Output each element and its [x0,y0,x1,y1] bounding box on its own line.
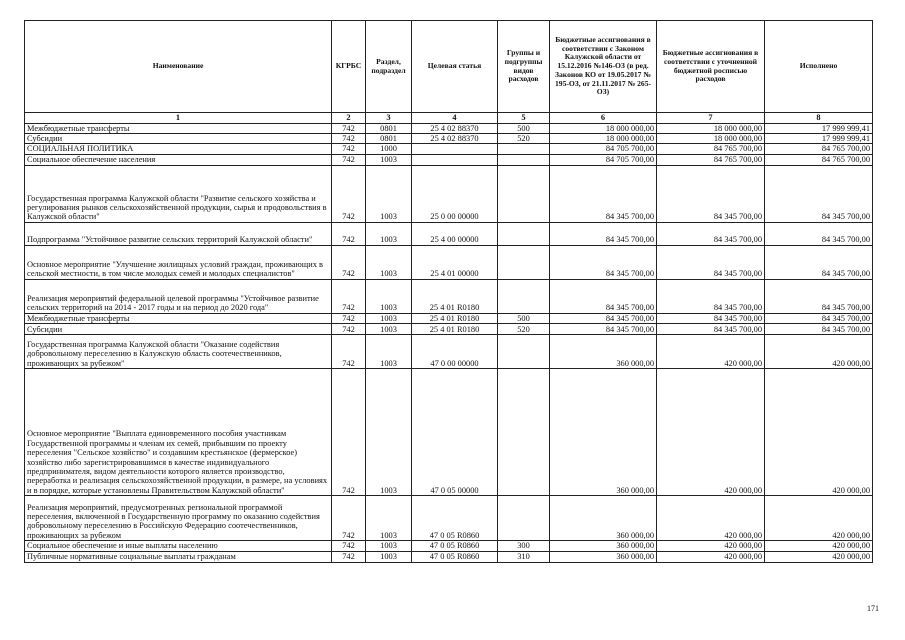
cell-target: 47 0 05 00000 [412,369,498,496]
cell-section: 1003 [366,369,412,496]
cell-revised-amount: 84 345 700,00 [657,313,765,323]
column-number: 1 [25,113,332,124]
table-row [25,496,873,541]
column-number: 6 [550,113,657,124]
cell-law-amount: 360 000,00 [550,369,657,496]
cell-revised-amount: 84 765 700,00 [657,154,765,165]
cell-section: 1003 [366,496,412,541]
cell-target: 47 0 05 R0860 [412,541,498,551]
column-number: 5 [498,113,550,124]
cell-section: 1000 [366,144,412,154]
cell-group [498,369,550,496]
table-body [25,123,873,562]
cell-section: 1003 [366,313,412,323]
cell-group [498,245,550,279]
cell-kgrbs: 742 [332,154,366,165]
cell-group [498,154,550,165]
cell-kgrbs: 742 [332,313,366,323]
cell-kgrbs: 742 [332,222,366,245]
cell-group: 500 [498,123,550,133]
cell-target: 25 4 01 R0180 [412,324,498,335]
cell-section: 1003 [366,551,412,562]
table-row [25,313,873,323]
cell-group [498,279,550,313]
cell-revised-amount: 84 345 700,00 [657,165,765,222]
cell-executed-amount: 84 345 700,00 [765,165,873,222]
cell-name: Основное мероприятие "Улучшение жилищных условий граждан, проживающих в сельской местности, в том числе молодых семей и молодых специалистов" [25,245,332,279]
cell-law-amount: 84 345 700,00 [550,279,657,313]
cell-name: Основное мероприятие "Выплата единовременного пособия участникам Государственной программы и членам их семей, прибывшим по проекту переселения "Сельское хозяйство" и создавшим крестьянское (фермерское) хозяйство либо зарегистрировавшимся в качестве индивидуального предпринимателя, видом деятельности которого является производство, переработка и реализация сельскохозяйственной продукции, в размере, на условиях и в порядке, которые установлены Правительством Калужской области" [25,369,332,496]
cell-law-amount: 84 345 700,00 [550,313,657,323]
cell-executed-amount: 84 345 700,00 [765,222,873,245]
cell-executed-amount: 420 000,00 [765,551,873,562]
cell-revised-amount: 84 345 700,00 [657,324,765,335]
table-row [25,222,873,245]
cell-name: Реализация мероприятий, предусмотренных региональной программой переселения, включенной в Государственную программу по оказанию содействия добровольному переселению в Российскую Федерацию соотечественников, проживающих за рубежом [25,496,332,541]
cell-target: 25 0 00 00000 [412,165,498,222]
cell-law-amount: 360 000,00 [550,496,657,541]
cell-law-amount: 18 000 000,00 [550,123,657,133]
cell-group [498,222,550,245]
cell-kgrbs: 742 [332,541,366,551]
cell-name: Социальное обеспечение и иные выплаты населению [25,541,332,551]
cell-revised-amount: 84 765 700,00 [657,144,765,154]
cell-group [498,335,550,369]
table-row [25,324,873,335]
cell-section: 1003 [366,335,412,369]
cell-target: 25 4 01 00000 [412,245,498,279]
table-row [25,279,873,313]
cell-executed-amount: 17 999 999,41 [765,123,873,133]
cell-executed-amount: 420 000,00 [765,541,873,551]
cell-executed-amount: 84 345 700,00 [765,279,873,313]
cell-name: Публичные нормативные социальные выплаты гражданам [25,551,332,562]
cell-name: Субсидии [25,134,332,144]
column-number-row [25,113,873,124]
cell-section: 1003 [366,324,412,335]
cell-name: Подпрограмма "Устойчивое развитие сельских территорий Калужской области" [25,222,332,245]
cell-law-amount: 84 345 700,00 [550,165,657,222]
cell-executed-amount: 17 999 999,41 [765,134,873,144]
cell-section: 0801 [366,123,412,133]
cell-revised-amount: 420 000,00 [657,335,765,369]
header-name: Наименование [25,21,332,113]
cell-section: 1003 [366,279,412,313]
table-row [25,154,873,165]
cell-kgrbs: 742 [332,335,366,369]
column-number: 2 [332,113,366,124]
cell-target [412,144,498,154]
cell-group: 520 [498,134,550,144]
cell-executed-amount: 420 000,00 [765,369,873,496]
cell-executed-amount: 420 000,00 [765,496,873,541]
table-row [25,541,873,551]
column-number: 3 [366,113,412,124]
cell-executed-amount: 84 345 700,00 [765,245,873,279]
cell-revised-amount: 84 345 700,00 [657,245,765,279]
cell-section: 1003 [366,245,412,279]
cell-target [412,154,498,165]
table-row [25,144,873,154]
cell-kgrbs: 742 [332,165,366,222]
cell-name: Социальное обеспечение населения [25,154,332,165]
cell-name: Государственная программа Калужской области "Развитие сельского хозяйства и регулирования рынков сельскохозяйственной продукции, сырья и продовольствия в Калужской области" [25,165,332,222]
cell-kgrbs: 742 [332,324,366,335]
header-target: Целевая статья [412,21,498,113]
table-row [25,123,873,133]
budget-table [24,20,873,563]
table-row [25,165,873,222]
header-section: Раздел, подраздел [366,21,412,113]
cell-name: Реализация мероприятий федеральной целевой программы "Устойчивое развитие сельских территорий на 2014 - 2017 годы и на период до 2020 года" [25,279,332,313]
cell-executed-amount: 84 765 700,00 [765,154,873,165]
cell-revised-amount: 420 000,00 [657,369,765,496]
table-row [25,551,873,562]
cell-executed-amount: 84 345 700,00 [765,313,873,323]
cell-revised-amount: 420 000,00 [657,496,765,541]
cell-law-amount: 360 000,00 [550,541,657,551]
cell-revised-amount: 420 000,00 [657,551,765,562]
cell-section: 1003 [366,165,412,222]
cell-executed-amount: 420 000,00 [765,335,873,369]
cell-group: 300 [498,541,550,551]
column-number: 7 [657,113,765,124]
cell-revised-amount: 420 000,00 [657,541,765,551]
header-revised: Бюджетные ассигнования в соответствии с уточненной бюджетной росписью расходов [657,21,765,113]
cell-kgrbs: 742 [332,144,366,154]
cell-kgrbs: 742 [332,279,366,313]
table-row [25,369,873,496]
cell-law-amount: 18 000 000,00 [550,134,657,144]
cell-law-amount: 84 345 700,00 [550,245,657,279]
cell-kgrbs: 742 [332,123,366,133]
cell-law-amount: 84 345 700,00 [550,324,657,335]
cell-law-amount: 360 000,00 [550,335,657,369]
table-row [25,335,873,369]
cell-kgrbs: 742 [332,245,366,279]
cell-law-amount: 360 000,00 [550,551,657,562]
cell-law-amount: 84 705 700,00 [550,144,657,154]
header-row [25,21,873,113]
cell-revised-amount: 18 000 000,00 [657,134,765,144]
cell-law-amount: 84 705 700,00 [550,154,657,165]
cell-group: 520 [498,324,550,335]
cell-section: 1003 [366,222,412,245]
cell-target: 25 4 00 00000 [412,222,498,245]
cell-kgrbs: 742 [332,369,366,496]
cell-target: 25 4 01 R0180 [412,313,498,323]
cell-kgrbs: 742 [332,496,366,541]
cell-section: 1003 [366,154,412,165]
cell-section: 1003 [366,541,412,551]
column-number: 4 [412,113,498,124]
cell-group: 500 [498,313,550,323]
cell-revised-amount: 84 345 700,00 [657,279,765,313]
page-number: 171 [867,604,879,613]
cell-revised-amount: 18 000 000,00 [657,123,765,133]
cell-group [498,496,550,541]
column-number: 8 [765,113,873,124]
cell-executed-amount: 84 765 700,00 [765,144,873,154]
cell-kgrbs: 742 [332,134,366,144]
cell-target: 25 4 01 R0180 [412,279,498,313]
cell-target: 25 4 02 88370 [412,134,498,144]
cell-section: 0801 [366,134,412,144]
cell-name: Межбюджетные трансферты [25,123,332,133]
cell-revised-amount: 84 345 700,00 [657,222,765,245]
cell-name: Государственная программа Калужской области "Оказание содействия добровольному переселению в Калужскую область соотечественников, проживающих за рубежом" [25,335,332,369]
header-group: Группы и подгруппы видов расходов [498,21,550,113]
cell-name: Субсидии [25,324,332,335]
cell-target: 47 0 00 00000 [412,335,498,369]
cell-kgrbs: 742 [332,551,366,562]
cell-name: Межбюджетные трансферты [25,313,332,323]
cell-law-amount: 84 345 700,00 [550,222,657,245]
cell-executed-amount: 84 345 700,00 [765,324,873,335]
table-row [25,134,873,144]
table-row [25,245,873,279]
cell-group [498,165,550,222]
cell-target: 25 4 02 88370 [412,123,498,133]
cell-target: 47 0 05 R0860 [412,496,498,541]
header-law: Бюджетные ассигнования в соответствии с Законом Калужской области от 15.12.2016 №146-ОЗ (в ред. Законов КО от 19.05.2017 № 195-ОЗ, от 21.11.2017 № 265-ОЗ) [550,21,657,113]
cell-target: 47 0 05 R0860 [412,551,498,562]
cell-group [498,144,550,154]
header-kgrbs: КГРБС [332,21,366,113]
cell-group: 310 [498,551,550,562]
cell-name: СОЦИАЛЬНАЯ ПОЛИТИКА [25,144,332,154]
header-executed: Исполнено [765,21,873,113]
